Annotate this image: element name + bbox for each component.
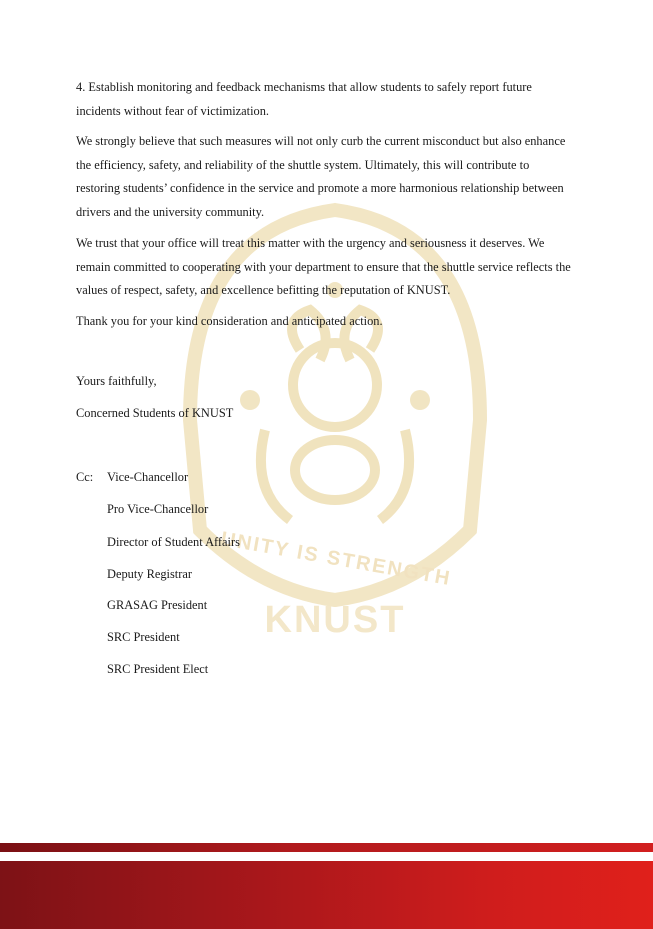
measures-paragraph [76, 130, 576, 224]
trust-paragraph [76, 232, 576, 303]
footer-stripe [0, 843, 653, 852]
measures-paragraph-text: We strongly believe that such measures will not only curb the current misconduct but also enhance the efficiency, safety, and reliability of the shuttle system. Ultimately, this will contribute to restoring students’ confidence in the service and promote a more harmonious relationship between drivers and the university community. [76, 134, 566, 219]
trust-paragraph-text: We trust that your office will treat this matter with the urgency and seriousness it deserves. We remain committed to cooperating with your department to ensure that the shuttle service reflects the values of respect, safety, and excellence befitting the reputation of KNUST. [76, 236, 571, 297]
thanks-paragraph [76, 310, 576, 334]
cc-recipient: Pro Vice-Chancellor [107, 502, 209, 516]
thanks-paragraph-text: Thank you for your kind consideration and anticipated action. [76, 314, 383, 328]
cc-recipient: Vice-Chancellor [107, 470, 189, 484]
valediction: Yours faithfully, [76, 374, 157, 388]
footer-gap [0, 852, 653, 861]
cc-recipient: SRC President Elect [107, 662, 209, 676]
recommendation-item-4 [76, 76, 576, 123]
cc-recipient: SRC President [107, 630, 180, 644]
watermark-name: KNUST [264, 599, 406, 641]
footer-band [0, 861, 653, 929]
cc-label: Cc: [76, 470, 94, 484]
watermark-motto: UNITY IS STRENGTH [219, 527, 454, 591]
cc-recipient: Deputy Registrar [107, 567, 192, 581]
cc-recipient: GRASAG President [107, 598, 208, 612]
signatory: Concerned Students of KNUST [76, 406, 234, 420]
recommendation-item-4-text: 4. Establish monitoring and feedback mechanisms that allow students to safely report future incidents without fear of victimization. [76, 80, 532, 118]
cc-recipient: Director of Student Affairs [107, 535, 240, 549]
